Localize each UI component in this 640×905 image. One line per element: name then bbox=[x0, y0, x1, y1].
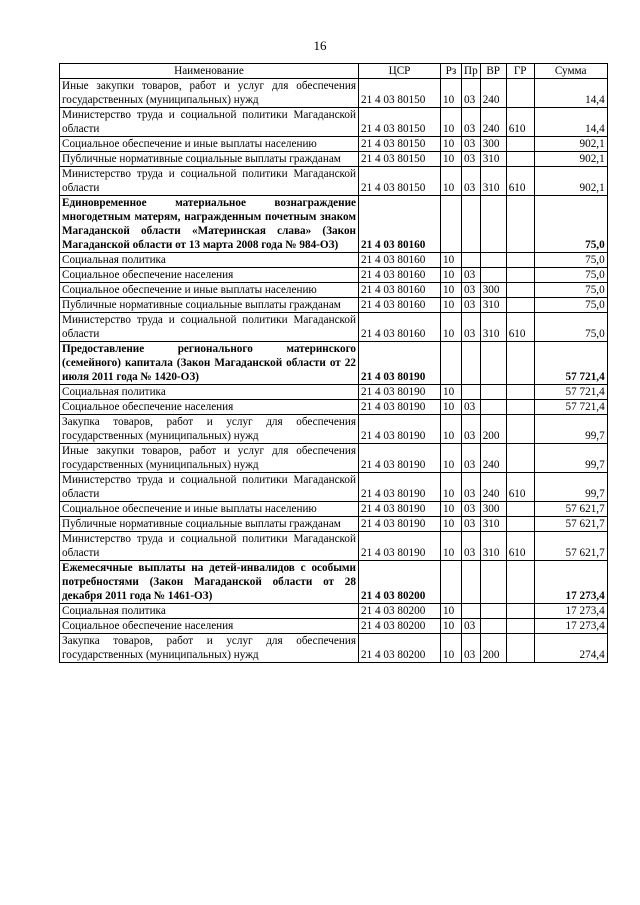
cell-pr: 03 bbox=[462, 167, 481, 196]
cell-gr: 610 bbox=[506, 313, 534, 342]
cell-gr bbox=[506, 268, 534, 283]
cell-gr bbox=[506, 283, 534, 298]
cell-pr: 03 bbox=[462, 502, 481, 517]
cell-name: Министерство труда и социальной политики Магаданской области bbox=[60, 473, 359, 502]
cell-csr: 21 4 03 80150 bbox=[359, 137, 441, 152]
table-row bbox=[60, 253, 608, 268]
cell-gr bbox=[506, 79, 534, 108]
cell-sum: 902,1 bbox=[534, 137, 607, 152]
table-row bbox=[60, 604, 608, 619]
cell-rz: 10 bbox=[441, 415, 462, 444]
cell-gr bbox=[506, 619, 534, 634]
cell-pr: 03 bbox=[462, 137, 481, 152]
table-row bbox=[60, 152, 608, 167]
cell-csr: 21 4 03 80200 bbox=[359, 634, 441, 663]
cell-vr bbox=[480, 385, 506, 400]
budget-table bbox=[59, 63, 608, 663]
cell-sum: 99,7 bbox=[534, 415, 607, 444]
cell-pr: 03 bbox=[462, 532, 481, 561]
cell-csr: 21 4 03 80160 bbox=[359, 268, 441, 283]
cell-rz: 10 bbox=[441, 313, 462, 342]
cell-csr: 21 4 03 80190 bbox=[359, 532, 441, 561]
cell-pr bbox=[462, 385, 481, 400]
cell-rz: 10 bbox=[441, 167, 462, 196]
header-name: Наименование bbox=[60, 64, 359, 79]
cell-csr: 21 4 03 80190 bbox=[359, 385, 441, 400]
cell-rz: 10 bbox=[441, 400, 462, 415]
cell-gr: 610 bbox=[506, 473, 534, 502]
cell-csr: 21 4 03 80150 bbox=[359, 108, 441, 137]
cell-sum: 57 621,7 bbox=[534, 517, 607, 532]
cell-vr: 310 bbox=[480, 298, 506, 313]
cell-sum: 57 721,4 bbox=[534, 385, 607, 400]
cell-sum: 902,1 bbox=[534, 167, 607, 196]
cell-gr bbox=[506, 137, 534, 152]
cell-gr bbox=[506, 634, 534, 663]
cell-csr: 21 4 03 80160 bbox=[359, 283, 441, 298]
cell-name: Предоставление регионального материнского (семейного) капитала (Закон Магаданской области от 22 июля 2011 года № 1420-ОЗ) bbox=[60, 342, 359, 385]
header-pr: Пр bbox=[462, 64, 481, 79]
table-row bbox=[60, 517, 608, 532]
cell-rz: 10 bbox=[441, 385, 462, 400]
cell-gr bbox=[506, 604, 534, 619]
cell-vr bbox=[480, 268, 506, 283]
cell-pr: 03 bbox=[462, 152, 481, 167]
cell-rz: 10 bbox=[441, 502, 462, 517]
cell-rz: 10 bbox=[441, 298, 462, 313]
cell-pr: 03 bbox=[462, 619, 481, 634]
cell-vr bbox=[480, 342, 506, 385]
cell-pr bbox=[462, 561, 481, 604]
cell-gr: 610 bbox=[506, 108, 534, 137]
cell-vr: 200 bbox=[480, 415, 506, 444]
table-row bbox=[60, 137, 608, 152]
cell-sum: 17 273,4 bbox=[534, 561, 607, 604]
cell-name: Министерство труда и социальной политики Магаданской области bbox=[60, 313, 359, 342]
cell-csr: 21 4 03 80200 bbox=[359, 561, 441, 604]
cell-sum: 75,0 bbox=[534, 253, 607, 268]
cell-vr: 240 bbox=[480, 444, 506, 473]
table-row bbox=[60, 385, 608, 400]
table-row bbox=[60, 415, 608, 444]
table-row bbox=[60, 502, 608, 517]
cell-rz: 10 bbox=[441, 532, 462, 561]
cell-name: Социальная политика bbox=[60, 604, 359, 619]
cell-sum: 99,7 bbox=[534, 473, 607, 502]
cell-rz: 10 bbox=[441, 634, 462, 663]
cell-name: Закупка товаров, работ и услуг для обеспечения государственных (муниципальных) нужд bbox=[60, 415, 359, 444]
cell-pr: 03 bbox=[462, 108, 481, 137]
table-row bbox=[60, 634, 608, 663]
cell-csr: 21 4 03 80160 bbox=[359, 253, 441, 268]
cell-vr bbox=[480, 196, 506, 253]
cell-gr: 610 bbox=[506, 532, 534, 561]
cell-vr: 310 bbox=[480, 152, 506, 167]
cell-pr: 03 bbox=[462, 517, 481, 532]
cell-vr: 240 bbox=[480, 108, 506, 137]
cell-name: Социальное обеспечение населения bbox=[60, 268, 359, 283]
cell-csr: 21 4 03 80190 bbox=[359, 502, 441, 517]
cell-rz: 10 bbox=[441, 619, 462, 634]
cell-name: Социальное обеспечение и иные выплаты населению bbox=[60, 502, 359, 517]
cell-csr: 21 4 03 80150 bbox=[359, 79, 441, 108]
table-row bbox=[60, 268, 608, 283]
cell-csr: 21 4 03 80190 bbox=[359, 444, 441, 473]
cell-name: Иные закупки товаров, работ и услуг для обеспечения государственных (муниципальных) нужд bbox=[60, 444, 359, 473]
cell-rz: 10 bbox=[441, 283, 462, 298]
cell-csr: 21 4 03 80160 bbox=[359, 313, 441, 342]
cell-sum: 99,7 bbox=[534, 444, 607, 473]
cell-gr: 610 bbox=[506, 167, 534, 196]
cell-vr bbox=[480, 400, 506, 415]
cell-pr: 03 bbox=[462, 268, 481, 283]
cell-pr bbox=[462, 253, 481, 268]
cell-gr bbox=[506, 400, 534, 415]
cell-pr: 03 bbox=[462, 400, 481, 415]
cell-sum: 274,4 bbox=[534, 634, 607, 663]
table-row bbox=[60, 342, 608, 385]
table-row bbox=[60, 473, 608, 502]
cell-csr: 21 4 03 80200 bbox=[359, 604, 441, 619]
header-csr: ЦСР bbox=[359, 64, 441, 79]
cell-name: Публичные нормативные социальные выплаты гражданам bbox=[60, 298, 359, 313]
cell-rz: 10 bbox=[441, 517, 462, 532]
cell-rz bbox=[441, 561, 462, 604]
cell-gr bbox=[506, 342, 534, 385]
cell-name: Социальное обеспечение и иные выплаты населению bbox=[60, 137, 359, 152]
header-vr: ВР bbox=[480, 64, 506, 79]
cell-csr: 21 4 03 80190 bbox=[359, 400, 441, 415]
cell-pr: 03 bbox=[462, 473, 481, 502]
cell-sum: 57 721,4 bbox=[534, 400, 607, 415]
cell-gr bbox=[506, 253, 534, 268]
cell-gr bbox=[506, 152, 534, 167]
header-sum: Сумма bbox=[534, 64, 607, 79]
cell-name: Ежемесячные выплаты на детей-инвалидов с особыми потребностями (Закон Магаданской области от 28 декабря 2011 года № 1461-ОЗ) bbox=[60, 561, 359, 604]
cell-gr bbox=[506, 502, 534, 517]
cell-name: Социальное обеспечение населения bbox=[60, 400, 359, 415]
cell-pr: 03 bbox=[462, 298, 481, 313]
cell-csr: 21 4 03 80190 bbox=[359, 342, 441, 385]
cell-vr bbox=[480, 561, 506, 604]
cell-sum: 75,0 bbox=[534, 196, 607, 253]
cell-sum: 57 621,7 bbox=[534, 532, 607, 561]
cell-vr: 300 bbox=[480, 137, 506, 152]
cell-gr bbox=[506, 517, 534, 532]
cell-gr bbox=[506, 298, 534, 313]
cell-gr bbox=[506, 444, 534, 473]
cell-gr bbox=[506, 415, 534, 444]
cell-name: Единовременное материальное вознаграждение многодетным матерям, награжденным почетным знаком Магаданской области «Материнская слава» (Закон Магаданской области от 13 марта 2008 года № 984-ОЗ) bbox=[60, 196, 359, 253]
cell-sum: 14,4 bbox=[534, 79, 607, 108]
cell-sum: 14,4 bbox=[534, 108, 607, 137]
cell-rz: 10 bbox=[441, 79, 462, 108]
cell-sum: 75,0 bbox=[534, 268, 607, 283]
cell-rz: 10 bbox=[441, 604, 462, 619]
cell-csr: 21 4 03 80150 bbox=[359, 152, 441, 167]
cell-csr: 21 4 03 80190 bbox=[359, 517, 441, 532]
cell-csr: 21 4 03 80190 bbox=[359, 415, 441, 444]
cell-rz: 10 bbox=[441, 268, 462, 283]
cell-sum: 75,0 bbox=[534, 283, 607, 298]
cell-name: Министерство труда и социальной политики Магаданской области bbox=[60, 108, 359, 137]
cell-gr bbox=[506, 561, 534, 604]
cell-pr: 03 bbox=[462, 283, 481, 298]
cell-vr: 310 bbox=[480, 167, 506, 196]
cell-rz: 10 bbox=[441, 473, 462, 502]
cell-pr: 03 bbox=[462, 634, 481, 663]
cell-sum: 75,0 bbox=[534, 313, 607, 342]
cell-vr: 240 bbox=[480, 473, 506, 502]
cell-vr: 310 bbox=[480, 313, 506, 342]
cell-pr: 03 bbox=[462, 444, 481, 473]
table-body bbox=[60, 79, 608, 663]
cell-vr bbox=[480, 604, 506, 619]
cell-csr: 21 4 03 80160 bbox=[359, 298, 441, 313]
cell-name: Публичные нормативные социальные выплаты гражданам bbox=[60, 152, 359, 167]
cell-sum: 17 273,4 bbox=[534, 604, 607, 619]
cell-pr bbox=[462, 196, 481, 253]
table-row bbox=[60, 561, 608, 604]
cell-sum: 902,1 bbox=[534, 152, 607, 167]
cell-rz: 10 bbox=[441, 108, 462, 137]
cell-vr: 310 bbox=[480, 532, 506, 561]
table-row bbox=[60, 167, 608, 196]
table-row bbox=[60, 298, 608, 313]
cell-sum: 57 721,4 bbox=[534, 342, 607, 385]
cell-sum: 75,0 bbox=[534, 298, 607, 313]
cell-name: Закупка товаров, работ и услуг для обеспечения государственных (муниципальных) нужд bbox=[60, 634, 359, 663]
cell-sum: 57 621,7 bbox=[534, 502, 607, 517]
cell-name: Социальная политика bbox=[60, 253, 359, 268]
table-header-row bbox=[60, 64, 608, 79]
cell-vr: 310 bbox=[480, 517, 506, 532]
cell-name: Министерство труда и социальной политики Магаданской области bbox=[60, 532, 359, 561]
cell-name: Публичные нормативные социальные выплаты гражданам bbox=[60, 517, 359, 532]
cell-gr bbox=[506, 196, 534, 253]
cell-vr bbox=[480, 619, 506, 634]
table-row bbox=[60, 444, 608, 473]
cell-vr bbox=[480, 253, 506, 268]
cell-name: Социальная политика bbox=[60, 385, 359, 400]
cell-vr: 200 bbox=[480, 634, 506, 663]
table-row bbox=[60, 619, 608, 634]
cell-gr bbox=[506, 385, 534, 400]
table-row bbox=[60, 400, 608, 415]
cell-csr: 21 4 03 80150 bbox=[359, 167, 441, 196]
cell-name: Министерство труда и социальной политики Магаданской области bbox=[60, 167, 359, 196]
cell-name: Социальное обеспечение населения bbox=[60, 619, 359, 634]
cell-csr: 21 4 03 80190 bbox=[359, 473, 441, 502]
header-rz: Рз bbox=[441, 64, 462, 79]
cell-pr: 03 bbox=[462, 415, 481, 444]
cell-rz: 10 bbox=[441, 152, 462, 167]
cell-csr: 21 4 03 80200 bbox=[359, 619, 441, 634]
cell-vr: 300 bbox=[480, 502, 506, 517]
cell-rz: 10 bbox=[441, 253, 462, 268]
cell-pr bbox=[462, 604, 481, 619]
cell-rz bbox=[441, 196, 462, 253]
cell-rz: 10 bbox=[441, 137, 462, 152]
cell-rz bbox=[441, 342, 462, 385]
cell-csr: 21 4 03 80160 bbox=[359, 196, 441, 253]
cell-rz: 10 bbox=[441, 444, 462, 473]
page-number: 16 bbox=[313, 38, 327, 53]
cell-pr: 03 bbox=[462, 313, 481, 342]
table-row bbox=[60, 532, 608, 561]
cell-pr bbox=[462, 342, 481, 385]
cell-sum: 17 273,4 bbox=[534, 619, 607, 634]
cell-vr: 240 bbox=[480, 79, 506, 108]
table-row bbox=[60, 283, 608, 298]
table-row bbox=[60, 313, 608, 342]
table-row bbox=[60, 79, 608, 108]
cell-vr: 300 bbox=[480, 283, 506, 298]
table-row bbox=[60, 108, 608, 137]
header-gr: ГР bbox=[506, 64, 534, 79]
cell-pr: 03 bbox=[462, 79, 481, 108]
table-row bbox=[60, 196, 608, 253]
cell-name: Иные закупки товаров, работ и услуг для обеспечения государственных (муниципальных) нужд bbox=[60, 79, 359, 108]
cell-name: Социальное обеспечение и иные выплаты населению bbox=[60, 283, 359, 298]
